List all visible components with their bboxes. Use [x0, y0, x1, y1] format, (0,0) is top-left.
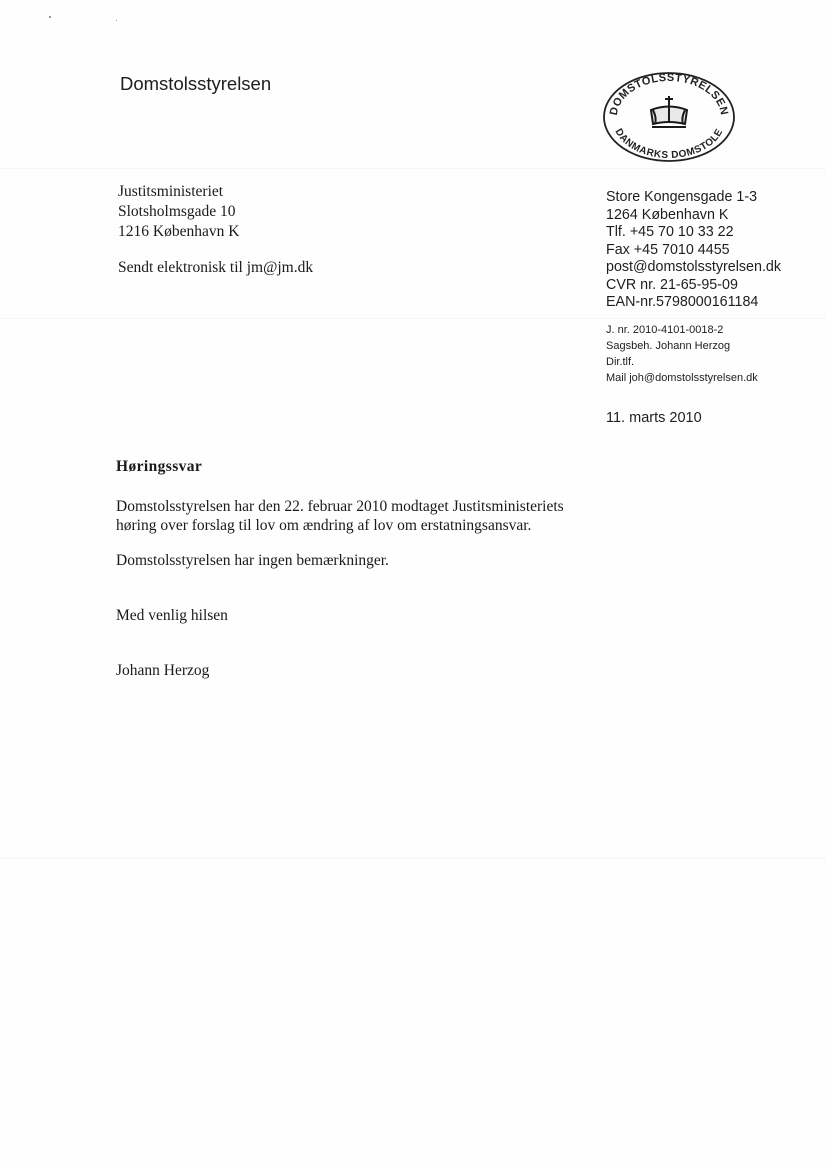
- recipient-address: [118, 182, 239, 242]
- recipient-line: 1216 København K: [118, 223, 240, 240]
- seal-top-text: DOMSTOLSSTYRELSEN: [607, 71, 731, 117]
- scan-artifact: [0, 318, 826, 319]
- paragraph-line: Domstolsstyrelsen har den 22. februar 2010 modtaget Justitsministeriets: [116, 498, 564, 515]
- sender-line: 1264 København K: [606, 206, 729, 223]
- seal-bottom-text: DANMARKS DOMSTOLE: [612, 126, 726, 162]
- letter-heading: Høringssvar: [116, 458, 203, 475]
- scan-artifact: [0, 168, 826, 169]
- case-details: [606, 322, 758, 386]
- sender-line: Fax +45 7010 4455: [606, 241, 730, 258]
- letter-paragraph: [116, 497, 596, 535]
- letter-date: 11. marts 2010: [606, 410, 702, 426]
- sender-line: Tlf. +45 70 10 33 22: [606, 224, 734, 240]
- closing-salutation: Med venlig hilsen: [116, 607, 228, 624]
- sender-line: CVR nr. 21-65-95-09: [606, 276, 738, 293]
- case-line: Dir.tlf.: [606, 356, 635, 368]
- recipient-line: Justitsministeriet: [118, 183, 224, 200]
- sender-line: post@domstolsstyrelsen.dk: [606, 259, 782, 275]
- scan-speck: [49, 16, 51, 18]
- sender-line: Store Kongensgade 1-3: [606, 189, 758, 205]
- scan-speck: [116, 20, 117, 21]
- paragraph-line: høring over forslag til lov om ændring af lov om erstatningsansvar.: [116, 517, 532, 534]
- letter-paragraph: Domstolsstyrelsen har ingen bemærkninger.: [116, 552, 389, 569]
- organization-name: Domstolsstyrelsen: [120, 73, 272, 94]
- case-line: Mail joh@domstolsstyrelsen.dk: [606, 372, 758, 384]
- case-line: J. nr. 2010-4101-0018-2: [606, 324, 724, 336]
- sent-note: Sendt elektronisk til jm@jm.dk: [118, 259, 314, 276]
- signer-name: Johann Herzog: [116, 662, 210, 679]
- recipient-line: Slotsholmsgade 10: [118, 203, 236, 220]
- scan-artifact: [0, 858, 826, 859]
- case-line: Sagsbeh. Johann Herzog: [606, 340, 731, 352]
- court-seal: [601, 70, 737, 164]
- sender-line: EAN-nr.5798000161184: [606, 294, 759, 310]
- sender-address: [606, 189, 781, 312]
- crown-icon: [651, 96, 687, 127]
